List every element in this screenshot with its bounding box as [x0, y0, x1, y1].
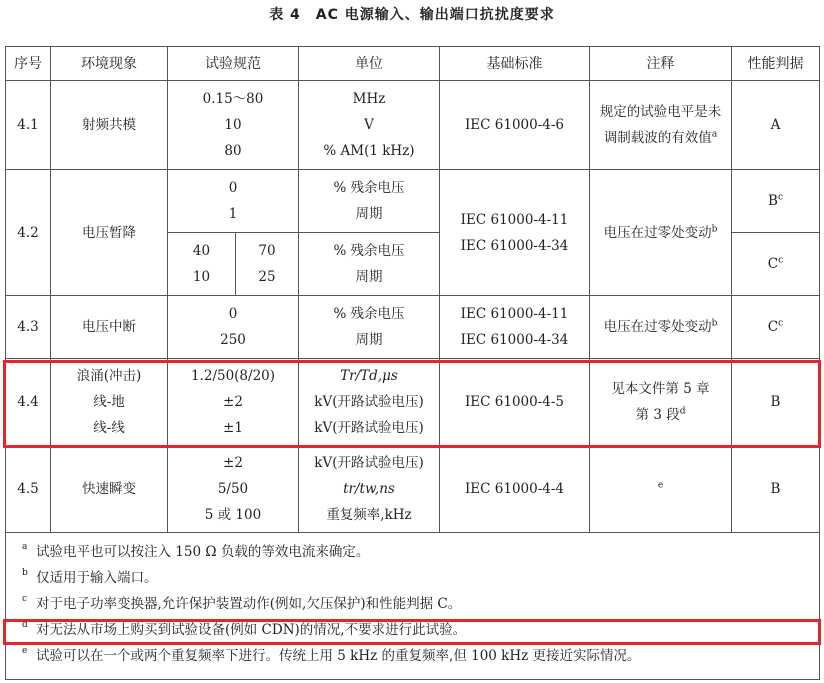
- row-unit: [299, 446, 440, 533]
- row-no: 4.1: [6, 81, 51, 170]
- spec-value: 70: [258, 243, 276, 259]
- footnote: [22, 617, 819, 643]
- unit-value: 重复频率,kHz: [326, 507, 412, 523]
- footnote-mark: d: [22, 620, 28, 630]
- row-standard: [440, 296, 590, 359]
- spec-value: 40: [192, 243, 211, 259]
- row-spec-left: [168, 233, 236, 296]
- row-note: [590, 359, 732, 446]
- row-unit: [299, 296, 440, 359]
- row-spec: [168, 170, 299, 233]
- footnote: [22, 643, 819, 669]
- row-standard: IEC 61000-4-5: [440, 359, 590, 446]
- spec-value: 1.2/50(8/20): [190, 368, 276, 384]
- row-unit: [299, 233, 440, 296]
- footnote-text: 仅适用于输入端口。: [36, 570, 158, 586]
- note-text: 电压在过零处变动: [603, 319, 712, 335]
- immunity-table-container: [5, 46, 819, 679]
- header-row: [6, 47, 820, 81]
- criterion-value: C: [767, 319, 779, 335]
- note-text-line2: [590, 125, 731, 151]
- footnote-mark: a: [22, 542, 28, 552]
- footnote-ref: b: [711, 318, 718, 329]
- unit-value: kV(开路试验电压): [314, 394, 424, 410]
- table-row: [6, 81, 820, 170]
- header-note: 注释: [590, 47, 732, 81]
- row-note: [590, 296, 732, 359]
- footnote-text: 试验电平也可以按注入 150 Ω 负载的等效电流来确定。: [36, 544, 370, 560]
- unit-value: tr/tw,ns: [343, 481, 395, 497]
- footnote-text: 对于电子功率变换器,允许保护装置动作(例如,欠压保护)和性能判据 C。: [36, 596, 462, 612]
- spec-value: ±1: [223, 420, 243, 436]
- row-phenomenon: 射频共模: [51, 81, 168, 170]
- spec-value: 0: [228, 180, 238, 196]
- footnote-mark: b: [22, 568, 28, 578]
- row-phenomenon: 电压暂降: [51, 170, 168, 296]
- spec-value: 0.15～80: [202, 91, 264, 107]
- row-note: [590, 446, 732, 533]
- row-unit: [299, 170, 440, 233]
- row-no: 4.4: [6, 359, 51, 446]
- row-criterion: [732, 233, 820, 296]
- note-text: 第 3 段: [635, 407, 680, 423]
- table-caption: 表 4 AC 电源输入、输出端口抗扰度要求: [269, 7, 555, 23]
- row-spec: [168, 81, 299, 170]
- header-phenomenon: 环境现象: [51, 47, 168, 81]
- row-no: 4.5: [6, 446, 51, 533]
- table-row: [6, 359, 820, 446]
- footnote-ref: a: [711, 129, 718, 140]
- row-unit: [299, 81, 440, 170]
- note-text: 调制载波的有效值: [603, 130, 712, 146]
- row-standard: IEC 61000-4-4: [440, 446, 590, 533]
- row-unit: [299, 359, 440, 446]
- table-row: [6, 296, 820, 359]
- row-criterion: B: [732, 359, 820, 446]
- footnote: [22, 591, 819, 617]
- spec-value: 5/50: [217, 481, 249, 497]
- row-no: 4.2: [6, 170, 51, 296]
- footnotes-row: [6, 533, 820, 680]
- note-text: 电压在过零处变动: [603, 224, 712, 241]
- unit-value: 周期: [355, 332, 383, 348]
- spec-value: 80: [224, 143, 242, 159]
- row-note: [590, 170, 732, 296]
- footnote-ref: c: [778, 255, 784, 266]
- spec-value: 0: [228, 306, 238, 322]
- footnote: [22, 539, 819, 565]
- table-row: [6, 446, 820, 533]
- row-phenomenon: [51, 359, 168, 446]
- footnote-ref: e: [657, 480, 664, 491]
- note-text: 见本文件第 5 章: [611, 381, 710, 397]
- footnotes: [6, 533, 820, 680]
- spec-value: 250: [220, 332, 246, 348]
- row-spec: [168, 359, 299, 446]
- standard-value: IEC 61000-4-11: [460, 306, 569, 322]
- unit-value: % AM(1 kHz): [323, 143, 415, 159]
- footnote-ref: b: [711, 224, 718, 234]
- row-phenomenon: 快速瞬变: [51, 446, 168, 533]
- unit-value: % 残余电压: [333, 306, 405, 322]
- unit-value: kV(开路试验电压): [314, 455, 424, 471]
- footnote: [22, 565, 819, 591]
- header-unit: 单位: [299, 47, 440, 81]
- row-standard: IEC 61000-4-6: [440, 81, 590, 170]
- phenomenon-text: 浪涌(冲击): [76, 368, 142, 384]
- unit-value: kV(开路试验电压): [314, 420, 424, 436]
- header-criterion: 性能判据: [732, 47, 820, 81]
- row-standard: [440, 170, 590, 296]
- spec-value: 5 或 100: [204, 507, 262, 523]
- unit-value: Tr/Td,μs: [340, 368, 398, 384]
- row-spec: [168, 296, 299, 359]
- header-spec: 试验规范: [168, 47, 299, 81]
- spec-value: 25: [258, 269, 276, 285]
- note-text: 规定的试验电平是未: [599, 104, 722, 120]
- footnote-ref: c: [778, 318, 784, 329]
- phenomenon-text: 线-地: [93, 394, 125, 410]
- criterion-value: C: [767, 256, 779, 272]
- unit-value: 周期: [355, 206, 383, 222]
- footnote-text: 对无法从市场上购买到试验设备(例如 CDN)的情况,不要求进行此试验。: [36, 622, 467, 638]
- row-criterion: [732, 296, 820, 359]
- row-criterion: A: [732, 81, 820, 170]
- immunity-table: [5, 46, 820, 680]
- header-standard: 基础标准: [440, 47, 590, 81]
- row-spec: [168, 446, 299, 533]
- unit-value: MHz: [352, 91, 386, 107]
- standard-value: IEC 61000-4-34: [460, 237, 569, 254]
- standard-value: IEC 61000-4-11: [460, 211, 569, 228]
- spec-value: ±2: [223, 394, 243, 410]
- footnote-ref: c: [777, 192, 783, 203]
- spec-value: ±2: [223, 455, 243, 471]
- table-row: [6, 170, 820, 233]
- row-note: [590, 81, 732, 170]
- spec-value: 10: [192, 269, 211, 285]
- unit-value: % 残余电压: [333, 243, 405, 259]
- phenomenon-text: 线-线: [93, 420, 125, 436]
- row-criterion: [732, 170, 820, 233]
- row-spec-right: [236, 233, 299, 296]
- footnote-mark: e: [22, 646, 28, 656]
- standard-value: IEC 61000-4-34: [460, 332, 569, 348]
- row-criterion: B: [732, 446, 820, 533]
- footnote-text: 试验可以在一个或两个重复频率下进行。传统上用 5 kHz 的重复频率,但 100 kHz 更接近实际情况。: [36, 648, 641, 664]
- footnote-ref: d: [679, 406, 686, 417]
- unit-value: % 残余电压: [333, 180, 405, 196]
- criterion-value: B: [768, 193, 778, 209]
- unit-value: 周期: [355, 269, 383, 285]
- header-no: 序号: [6, 47, 51, 81]
- row-no: 4.3: [6, 296, 51, 359]
- spec-value: 1: [228, 206, 238, 222]
- footnote-mark: c: [22, 594, 28, 604]
- spec-value: 10: [224, 117, 242, 133]
- row-phenomenon: 电压中断: [51, 296, 168, 359]
- unit-value: V: [364, 117, 374, 133]
